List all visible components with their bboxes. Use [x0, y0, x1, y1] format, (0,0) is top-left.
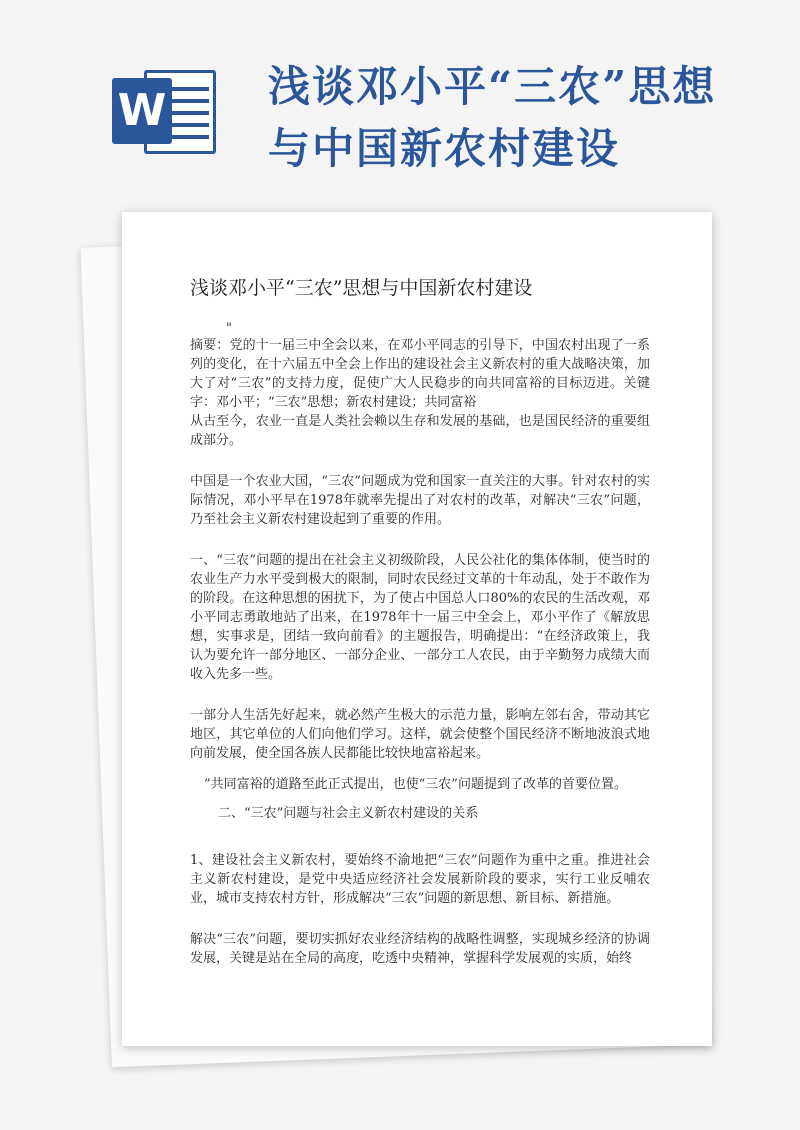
paragraph-section-one: 一、“三农”问题的提出在社会主义初级阶段，人民公社化的集体体制，使当时的农业生产力水平受到极大的限制，同时农民经过文革的十年动乱，处于不敢作为的阶段。在这种思想的困扰下，为了使占中国总人口80%的农民的生活改观，邓小平同志勇敢地站了出来，在1978年十一届三中全会上，邓小平作了《解放思想，实事求是，团结一致向前看》的主题报告，明确提出：“在经济政策上，我认为要允许一部分地区、一部分企业、一部分工人农民，由于辛勤努力成绩大而收入先多一些。 — [190, 553, 650, 682]
section-heading-two: 二、“三农”问题与社会主义新农村建设的关系 — [218, 806, 479, 821]
word-icon-letter: W — [112, 78, 172, 144]
document-title: 浅谈邓小平“三农”思想与中国新农村建设 — [190, 277, 533, 299]
paragraph-common-prosperity: ”共同富裕的道路至此正式提出，也使“三农”问题提到了改革的首要位置。 — [204, 777, 627, 792]
paragraph-point-one: 1、建设社会主义新农村，要始终不渝地把“三农”问题作为重中之重。推进社会主义新农村建设，是党中央适应经济社会发展新阶段的要求，实行工业反哺农业，城市支持农村方针，形成解决“三农”问题的新思想、新目标、新措施。 — [190, 853, 650, 906]
word-document-icon — [112, 66, 220, 158]
document-page — [122, 212, 712, 1046]
abstract-paragraph: 摘要：党的十一届三中全会以来，在邓小平同志的引导下，中国农村出现了一系列的变化，在十六届五中全会上作出的建设社会主义新农村的重大战略决策，加大了对“三农”的支持力度，促使广大人民稳步的向共同富裕的目标迈进。关键字：邓小平；“三农”思想；新农村建设；共同富裕 — [190, 338, 650, 410]
banner-title: 浅谈邓小平“三农”思想与中国新农村建设 — [268, 62, 717, 173]
quote-mark: " — [226, 321, 232, 336]
paragraph-solving-issues: 解决“三农”问题，要切实抓好农业经济结构的战略性调整，实现城乡经济的协调发展，关键是站在全局的高度，吃透中央精神，掌握科学发展观的实质，始终 — [190, 932, 650, 966]
document-body — [190, 274, 650, 990]
header-banner — [0, 0, 800, 200]
paragraph-demonstration: 一部分人生活先好起来，就必然产生极大的示范力量，影响左邻右舍，带动其它地区，其它单位的人们向他们学习。这样，就会使整个国民经济不断地波浪式地向前发展，使全国各族人民都能比较快地富裕起来。 — [190, 708, 650, 761]
paragraph-intro: 从古至今，农业一直是人类社会赖以生存和发展的基础，也是国民经济的重要组成部分。 — [190, 414, 650, 448]
paragraph-agriculture-country: 中国是一个农业大国，“三农”问题成为党和国家一直关注的大事。针对农村的实际情况，邓小平早在1978年就率先提出了对农村的改革，对解决“三农”问题，乃至社会主义新农村建设起到了重要的作用。 — [190, 474, 650, 527]
